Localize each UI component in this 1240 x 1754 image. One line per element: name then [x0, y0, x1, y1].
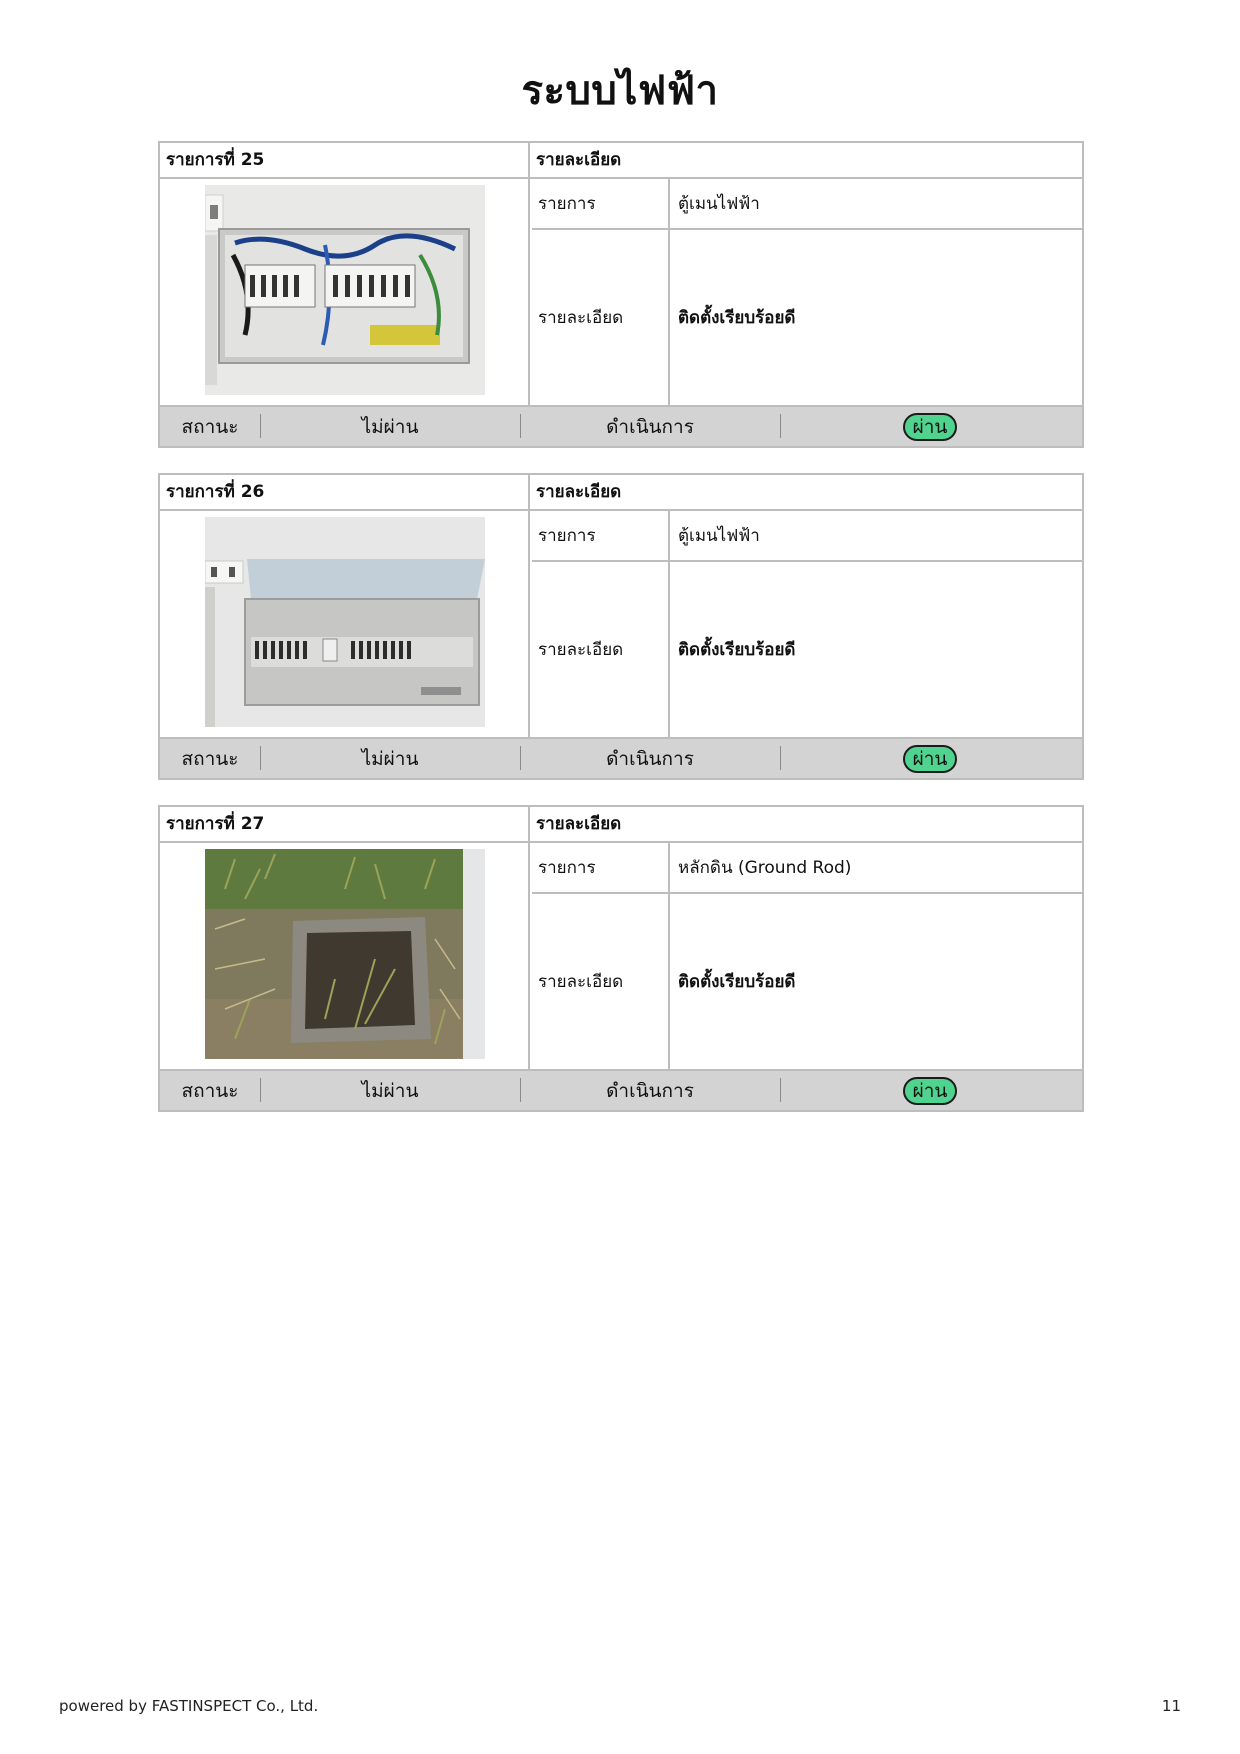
pass-badge: ผ่าน: [903, 745, 958, 773]
status-bar: [160, 405, 1082, 446]
status-label: สถานะ: [181, 415, 239, 438]
inspection-photo-main-panel-open[interactable]: [205, 185, 485, 395]
pass-badge: ผ่าน: [903, 1077, 958, 1105]
photo-cell: [160, 843, 530, 1069]
inspection-photo-ground-rod[interactable]: [205, 849, 485, 1059]
inspection-item-27: [158, 805, 1084, 1112]
status-pass-option[interactable]: [780, 739, 1080, 778]
status-in-progress-option[interactable]: ดำเนินการ: [606, 747, 694, 770]
row-item-label: รายการ: [532, 179, 670, 228]
details-header: รายละเอียด: [536, 150, 622, 170]
details-header: รายละเอียด: [536, 482, 622, 502]
status-pass-option[interactable]: [780, 1071, 1080, 1110]
page-title: ระบบไฟฟ้า: [521, 68, 719, 114]
status-bar: [160, 1069, 1082, 1110]
status-bar: [160, 737, 1082, 778]
row-detail-label: รายละเอียด: [532, 562, 670, 737]
item-title: รายการที่ 27: [160, 807, 530, 841]
item-title: รายการที่ 25: [160, 143, 530, 177]
page-number: 11: [1161, 1697, 1181, 1715]
row-detail-value: ติดตั้งเรียบร้อยดี: [678, 308, 796, 328]
details-header: รายละเอียด: [536, 814, 622, 834]
status-label: สถานะ: [181, 747, 239, 770]
status-fail-option[interactable]: ไม่ผ่าน: [361, 415, 419, 438]
row-item-label: รายการ: [532, 511, 670, 560]
photo-cell: [160, 179, 530, 405]
row-detail-value: ติดตั้งเรียบร้อยดี: [678, 640, 796, 660]
status-pass-option[interactable]: [780, 407, 1080, 446]
pass-badge: ผ่าน: [903, 413, 958, 441]
status-fail-option[interactable]: ไม่ผ่าน: [361, 747, 419, 770]
status-in-progress-option[interactable]: ดำเนินการ: [606, 1079, 694, 1102]
row-detail-label: รายละเอียด: [532, 894, 670, 1069]
row-item-value: ตู้เมนไฟฟ้า: [678, 526, 760, 546]
status-fail-option[interactable]: ไม่ผ่าน: [361, 1079, 419, 1102]
row-item-value: ตู้เมนไฟฟ้า: [678, 194, 760, 214]
row-detail-label: รายละเอียด: [532, 230, 670, 405]
inspection-item-26: [158, 473, 1084, 780]
inspection-photo-main-panel-closed[interactable]: [205, 517, 485, 727]
item-title: รายการที่ 26: [160, 475, 530, 509]
row-detail-value: ติดตั้งเรียบร้อยดี: [678, 972, 796, 992]
photo-cell: [160, 511, 530, 737]
status-in-progress-option[interactable]: ดำเนินการ: [606, 415, 694, 438]
status-label: สถานะ: [181, 1079, 239, 1102]
row-item-label: รายการ: [532, 843, 670, 892]
inspection-item-25: [158, 141, 1084, 448]
row-item-value: หลักดิน (Ground Rod): [678, 858, 852, 878]
footer-powered-by: powered by FASTINSPECT Co., Ltd.: [59, 1697, 319, 1715]
